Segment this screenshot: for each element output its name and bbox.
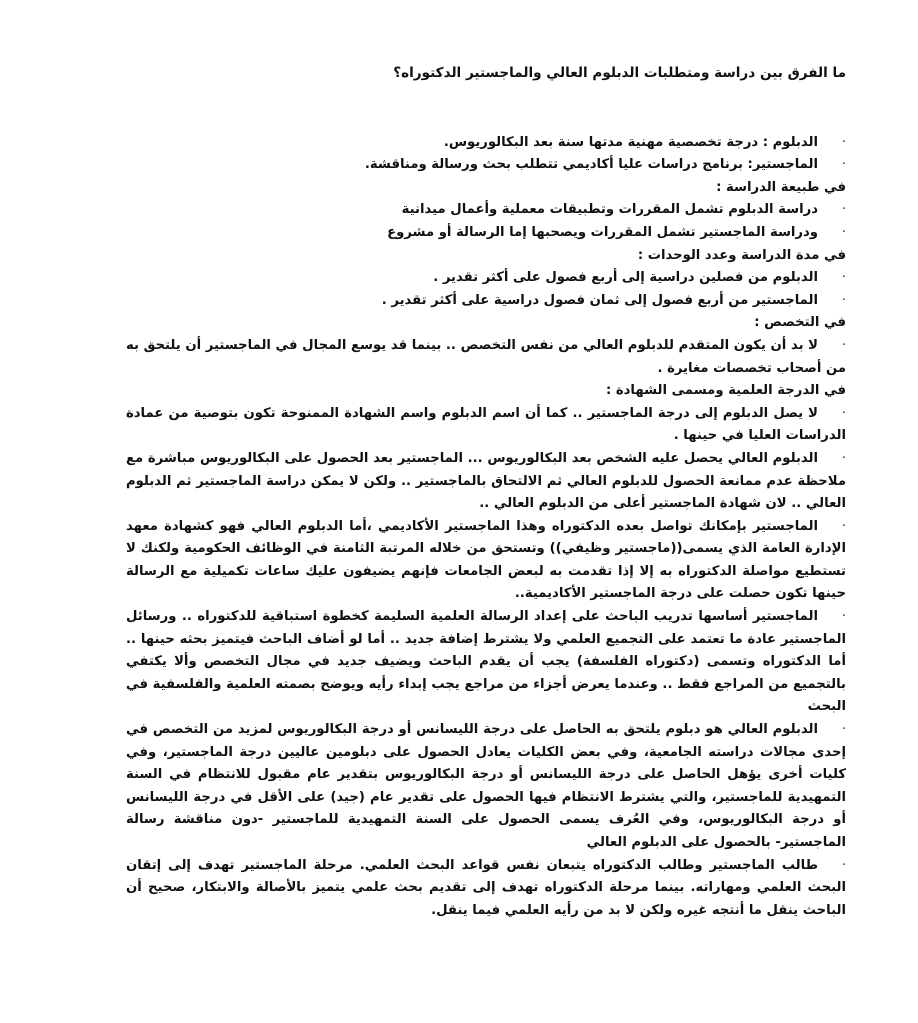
list-item: [126, 267, 846, 290]
section-heading: في طبيعة الدراسة :: [716, 179, 846, 195]
bullet-icon: ·: [841, 224, 846, 240]
bullet-icon: ·: [841, 157, 846, 173]
list-item: [126, 719, 846, 855]
bullet-icon: ·: [841, 518, 846, 534]
list-item-text: الماجستير: برنامج دراسات عليا أكاديمي تتطلب بحث ورسالة ومناقشة.: [364, 157, 818, 173]
list-item: [126, 403, 846, 448]
bullet-icon: ·: [841, 450, 846, 466]
section-heading: في التخصص :: [754, 315, 846, 331]
list-item: [126, 222, 846, 245]
list-item: [126, 132, 846, 155]
list-item-text: ودراسة الماجستير تشمل المقررات ويصحبها إما الرسالة أو مشروع: [387, 224, 818, 240]
bullet-icon: ·: [841, 134, 846, 150]
document: [126, 62, 846, 922]
list-item: [126, 290, 846, 313]
document-title: ما الفرق بين دراسة ومتطلبات الدبلوم العالي والماجستير الدكتوراه؟: [393, 65, 846, 81]
list-item: [126, 154, 846, 177]
sections: [126, 177, 846, 923]
definitions-list: [126, 132, 846, 177]
section-heading: في الدرجة العلمية ومسمى الشهادة :: [606, 383, 846, 399]
bullet-icon: ·: [841, 337, 846, 353]
list-item-text: لا بد أن يكون المتقدم للدبلوم العالي من نفس التخصص .. بينما قد يوسع المجال في الماجستير أن يلتحق به من أصحاب تخصصات مغايرة .: [126, 337, 846, 376]
list-item-text: الماجستير أساسها تدريب الباحث على إعداد الرسالة العلمية السليمة كخطوة استباقية للدكتوراه .. ورسائل الماجستير عادة ما تعتمد على التجميع العلمي ولا يشترط إضافة جديد .. أما لو أضاف الباحث فيتميز بحثه حينها .. أما الدكتوراه وتسمى (دكتوراه الفلسفة) يجب أن يقدم الباحث ويضيف جديد في مجال التخصص وألا يكتفي بالتجميع من المراجع فقط .. وعندما يعرض أجزاء من مراجع يجب إبداء رأيه ويوضح بصمته العلمية والفلسفية في البحث: [126, 609, 846, 715]
bullet-icon: ·: [841, 202, 846, 218]
list-item-text: الماجستير بإمكانك تواصل بعده الدكتوراه وهذا الماجستير الأكاديمي ،أما الدبلوم العالي فهو كشهادة معهد الإدارة العامة الذي يسمى((ماجستير وظيفي)) وتستحق من خلاله المرتبة الثامنة في الوظائف الحكومية ولكنك لا تستطيع مواصلة الدكتوراه به إلا إذا تقدمت به لبعض الجامعات فإنهم يضيفون عليك ساعات تكميلية مع الرسالة حينها تكون حصلت على درجة الماجستير الأكاديمية..: [126, 518, 846, 602]
bullet-icon: ·: [841, 405, 846, 421]
bullet-icon: ·: [841, 292, 846, 308]
bullet-icon: ·: [841, 270, 846, 286]
list-item-text: الدبلوم : درجة تخصصية مهنية مدتها سنة بعد البكالوريوس.: [443, 134, 818, 150]
list-item: [126, 606, 846, 719]
list-item-text: الماجستير من أربع فصول إلى ثمان فصول دراسية على أكثر تقدير .: [381, 292, 818, 308]
list-item-text: لا يصل الدبلوم إلى درجة الماجستير .. كما أن اسم الدبلوم واسم الشهادة الممنوحة تكون بتوصية من عمادة الدراسات العليا في حينها .: [126, 405, 846, 444]
list-item: [126, 199, 846, 222]
list-item-text: دراسة الدبلوم تشمل المقررات وتطبيقات معملية وأعمال ميدانية: [401, 202, 818, 218]
section-heading: في مدة الدراسة وعدد الوحدات :: [637, 247, 846, 263]
bullet-icon: ·: [841, 857, 846, 873]
bullet-icon: ·: [841, 609, 846, 625]
list-item-text: الدبلوم العالي هو دبلوم يلتحق به الحاصل على درجة الليسانس أو درجة البكالوريوس لمزيد من التخصص في إحدى مجالات دراسته الجامعية، وفي بعض الكليات يعادل الحصول على دبلومين عاليين درجة الماجستير، وفي كليات أخرى يؤهل الحاصل على درجة الليسانس أو درجة البكالوريوس بتقدير عام مقبول للانتظام في السنة التمهيدية للماجستير، والتي يشترط الانتظام فيها الحصول على تقدير عام (جيد) على الأقل في درجة الليسانس أو درجة البكالوريوس، وفي العُرف يسمى الحصول على السنة التمهيدية للماجستير -دون مناقشة رسالة الماجستير- بالحصول على الدبلوم العالي: [126, 722, 846, 850]
list-item: [126, 855, 846, 923]
list-item-text: طالب الماجستير وطالب الدكتوراه يتبعان نفس قواعد البحث العلمي. مرحلة الماجستير تهدف إلى إتقان البحث العلمي ومهاراته. بينما مرحلة الدكتوراه تهدف إلى تقديم بحث علمي يتميز بالأصالة والابتكار، صحيح أن الباحث ينقل ما أنتجه غيره ولكن لا بد من رأيه العلمي فيما ينقل.: [126, 857, 846, 918]
list-item: [126, 516, 846, 606]
list-item: [126, 335, 846, 380]
bullet-icon: ·: [841, 722, 846, 738]
list-item: [126, 448, 846, 516]
list-item-text: الدبلوم من فصلين دراسية إلى أربع فصول على أكثر تقدير .: [433, 270, 818, 286]
list-item-text: الدبلوم العالي يحصل عليه الشخص بعد البكالوريوس ... الماجستير بعد الحصول على البكالوريوس مباشرة مع ملاحظة عدم ممانعة الحصول للدبلوم العالي ثم الالتحاق بالماجستير .. ولكن لا يمكن دراسة الماجستير ثم الدبلوم العالي .. لان شهادة الماجستير أعلى من الدبلوم العالي ..: [126, 450, 846, 512]
